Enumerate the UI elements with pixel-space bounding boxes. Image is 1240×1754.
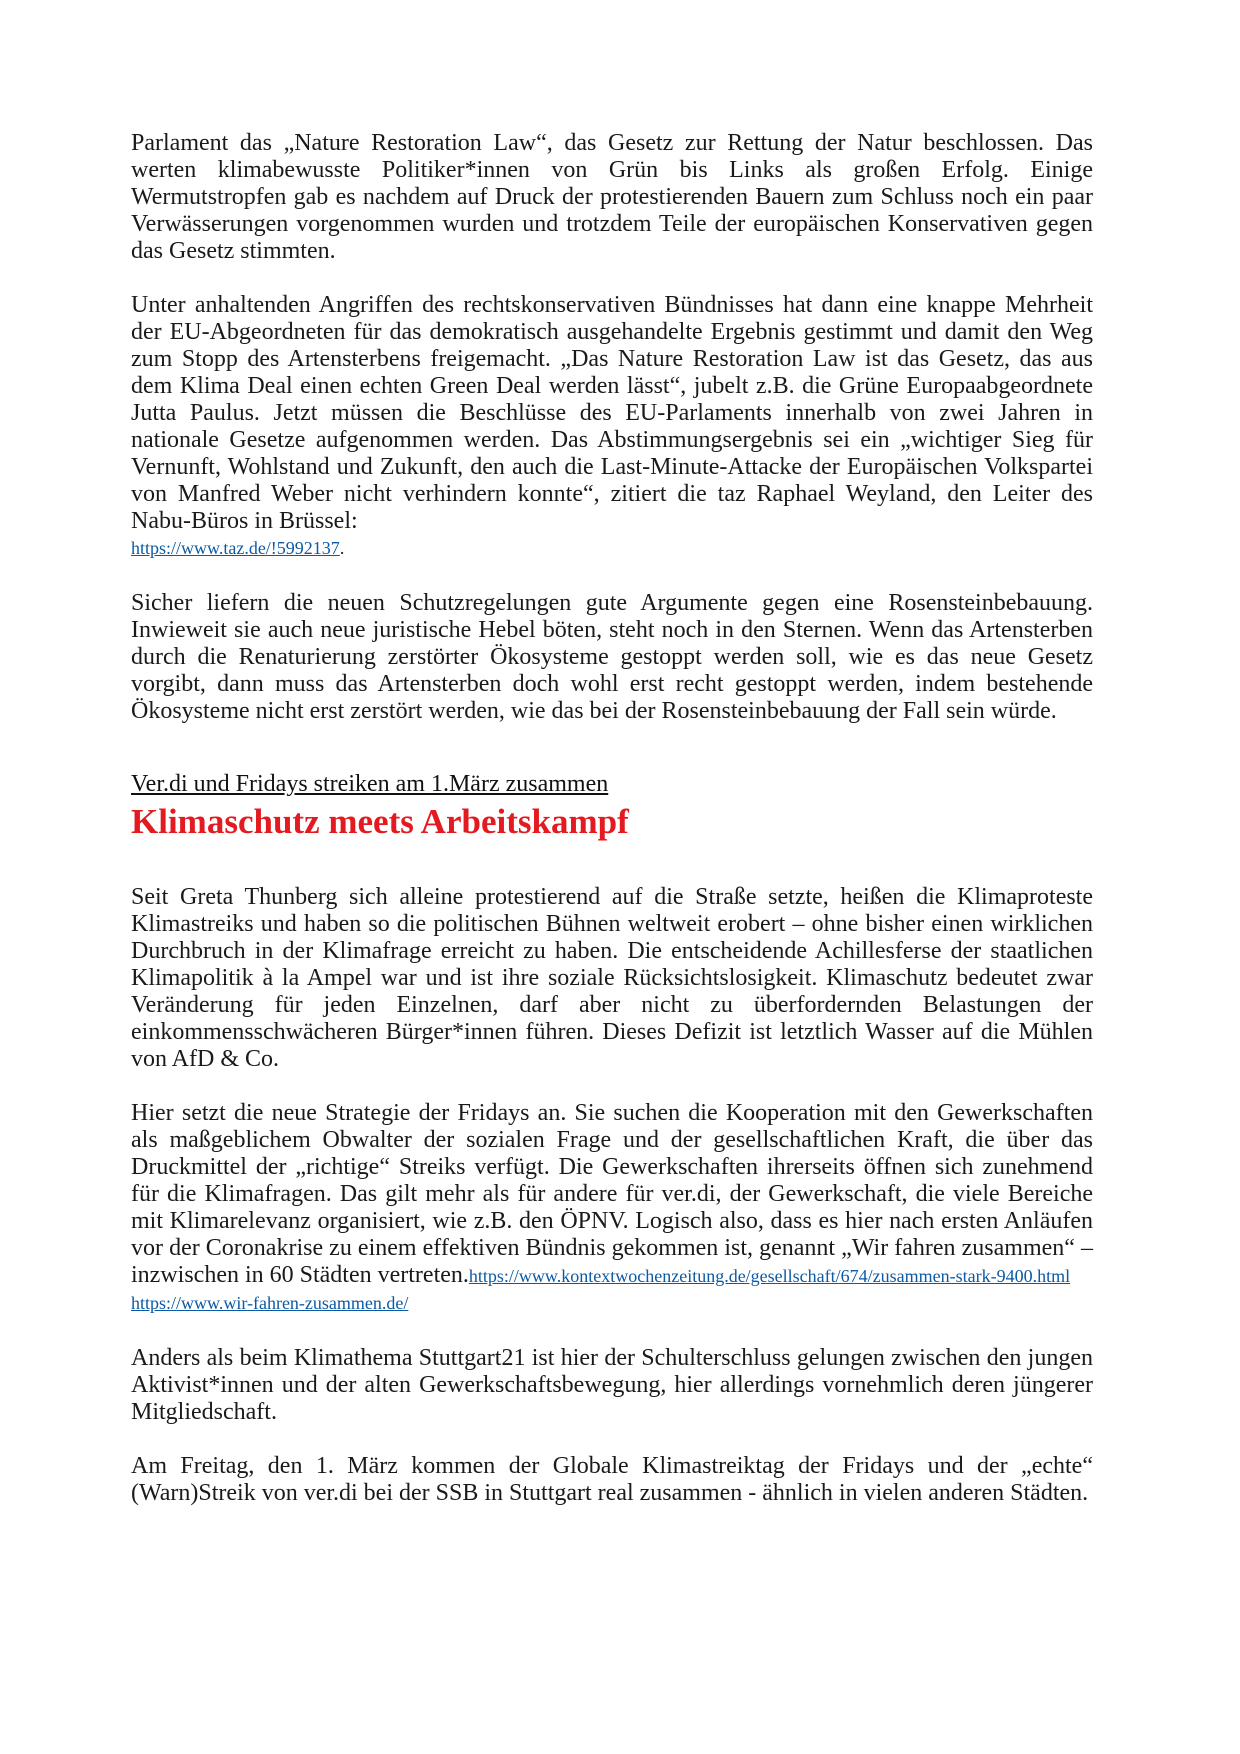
taz-link-line bbox=[131, 535, 1093, 563]
text-column bbox=[131, 130, 1093, 1534]
section-kicker: Ver.di und Fridays streiken am 1.März zusammen bbox=[131, 771, 609, 797]
wir-fahren-link-line bbox=[131, 1290, 1093, 1318]
taz-link-period: . bbox=[339, 538, 345, 558]
paragraph-group-eu-vote bbox=[131, 292, 1093, 563]
taz-hyperlink[interactable]: https://www.taz.de/!5992137 bbox=[131, 538, 340, 558]
paragraph-group-fridays-strategy bbox=[131, 1100, 1093, 1318]
paragraph-eu-vote: Unter anhaltenden Angriffen des rechtskonservativen Bündnisses hat dann eine knappe Mehrheit der EU-Abgeordneten für das demokratisch ausgehandelte Ergebnis gestimmt und damit den Weg zum Stopp des Artensterbens freigemacht. „Das Nature Restoration Law ist das Gesetz, das aus dem Klima Deal einen echten Green Deal werden lässt“, jubelt z.B. die Grüne Europaabgeordnete Jutta Paulus. Jetzt müssen die Beschlüsse des EU-Parlaments innerhalb von zwei Jahren in nationale Gesetze aufgenommen werden. Das Abstimmungsergebnis sei ein „wichtiger Sieg für Vernunft, Wohlstand und Zukunft, den auch die Last-Minute-Attacke der Europäischen Volkspartei von Manfred Weber nicht verhindern konnte“, zitiert die taz Raphael Weyland, den Leiter des Nabu-Büros in Brüssel: bbox=[131, 292, 1093, 534]
paragraph-nature-restoration: Parlament das „Nature Restoration Law“, das Gesetz zur Rettung der Natur beschlossen. Das werten klimabewusste Politiker*innen von Grün bis Links als großen Erfolg. Einige Wermutstropfen gab es nachdem auf Druck der protestierenden Bauern zum Schluss noch ein paar Verwässerungen vorgenommen wurden und trotzdem Teile der europäischen Konservativen gegen das Gesetz stimmten. bbox=[131, 130, 1093, 264]
paragraph-rosenstein: Sicher liefern die neuen Schutzregelungen gute Argumente gegen eine Rosensteinbebauung. Inwieweit sie auch neue juristische Hebel böten, steht noch in den Sternen. Wenn das Artensterben durch die Renaturierung zerstörter Ökosysteme gestoppt werden soll, wie es das neue Gesetz vorgibt, dann muss das Artensterben doch wohl erst recht gestoppt werden, indem bestehende Ökosysteme nicht erst zerstört werden, wie das bei der Rosensteinbebauung der Fall sein würde. bbox=[131, 590, 1093, 724]
paragraph-stuttgart21: Anders als beim Klimathema Stuttgart21 ist hier der Schulterschluss gelungen zwischen den jungen Aktivist*innen und der alten Gewerkschaftsbewegung, hier allerdings vornehmlich deren jüngerer Mitgliedschaft. bbox=[131, 1345, 1093, 1425]
paragraph-fridays-strategy bbox=[131, 1100, 1093, 1290]
section-headline: Klimaschutz meets Arbeitskampf bbox=[131, 802, 629, 841]
paragraph-march-1: Am Freitag, den 1. März kommen der Globale Klimastreiktag der Fridays und der „echte“ (Warn)Streik von ver.di bei der SSB in Stuttgart real zusammen - ähnlich in vielen anderen Städten. bbox=[131, 1453, 1093, 1506]
paragraph-greta: Seit Greta Thunberg sich alleine protestierend auf die Straße setzte, heißen die Klimaproteste Klimastreiks und haben so die politischen Bühnen weltweit erobert – ohne bisher einen wirklichen Durchbruch in der Klimafrage erreicht zu haben. Die entscheidende Achillesferse der staatlichen Klimapolitik à la Ampel war und ist ihre soziale Rücksichtslosigkeit. Klimaschutz bedeutet zwar Veränderung für jeden Einzelnen, darf aber nicht zu überfordernden Belastungen der einkommensschwächeren Bürger*innen führen. Dieses Defizit ist letztlich Wasser auf die Mühlen von AfD & Co. bbox=[131, 884, 1093, 1072]
paragraph-fridays-strategy-text: Hier setzt die neue Strategie der Fridays an. Sie suchen die Kooperation mit den Gewerkschaften als maßgeblichem Obwalter der sozialen Frage und der gesellschaftlichen Kraft, die über das Druckmittel der „richtige“ Streiks verfügt. Die Gewerkschaften ihrerseits öffnen sich zunehmend für die Klimafragen. Das gilt mehr als für andere für ver.di, der Gewerkschaft, die viele Bereiche mit Klimarelevanz organisiert, wie z.B. den ÖPNV. Logisch also, dass es hier nach ersten Anläufen vor der Coronakrise zu einem effektiven Bündnis gekommen ist, genannt „Wir fahren zusammen“ – inzwischen in 60 Städten vertreten. bbox=[131, 1100, 1093, 1288]
kontext-hyperlink[interactable]: https://www.kontextwochenzeitung.de/gesellschaft/674/zusammen-stark-9400.html bbox=[468, 1266, 1071, 1286]
wir-fahren-hyperlink[interactable]: https://www.wir-fahren-zusammen.de/ bbox=[131, 1293, 409, 1313]
